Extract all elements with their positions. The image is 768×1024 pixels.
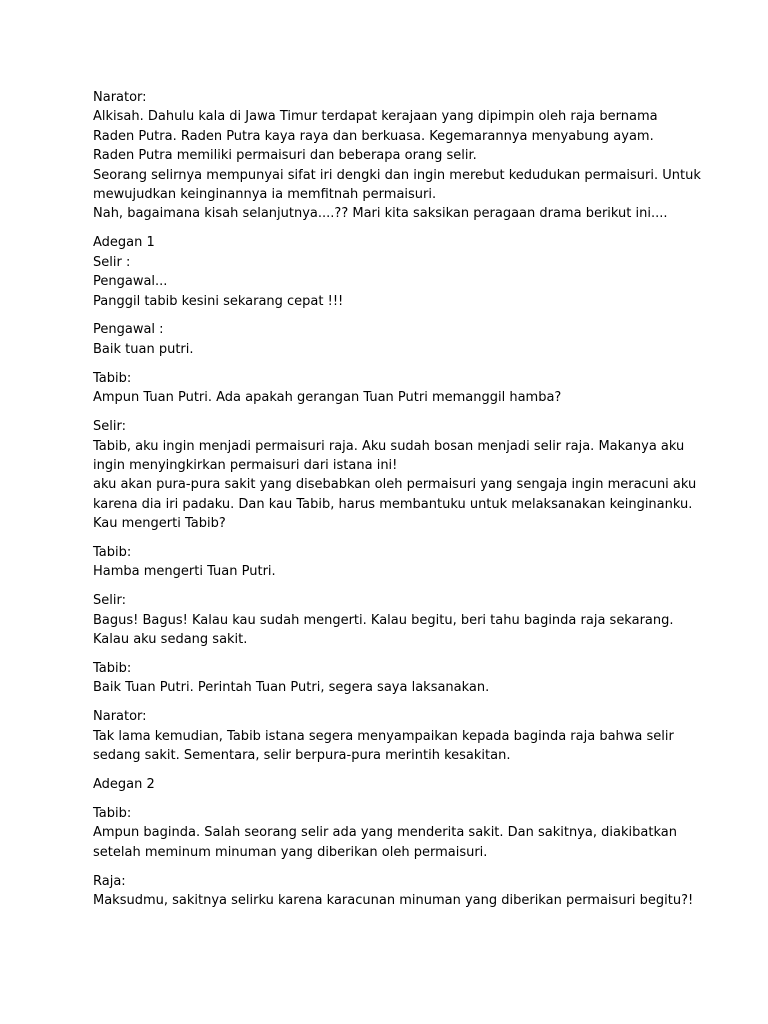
speaker-label: Narator: [93,90,147,105]
paragraph-narator [93,707,733,765]
paragraph-tabib [93,804,733,862]
text-line: Tak lama kemudian, Tabib istana segera menyampaikan kepada baginda raja bahwa selir [93,728,674,744]
text-line: Maksudmu, sakitnya selirku karena karacunan minuman yang diberikan permaisuri begitu?! [93,893,694,909]
text-line: Baik tuan putri. [93,341,194,357]
text-line: Tabib, aku ingin menjadi permaisuri raja. Aku sudah bosan menjadi selir raja. Makanya aku [93,438,685,454]
scene-heading: Adegan 1 [93,235,155,251]
text-line: Panggil tabib kesini sekarang cepat !!! [93,293,344,309]
text-line: Kau mengerti Tabib? [93,516,226,532]
paragraph-pengawal [93,320,733,359]
text-line: Baik Tuan Putri. Perintah Tuan Putri, segera saya laksanakan. [93,680,490,696]
paragraph-tabib [93,659,733,698]
text-line: Seorang selirnya mempunyai sifat iri dengki dan ingin merebut kedudukan permaisuri. Untuk [93,167,701,183]
paragraph-tabib [93,369,733,408]
document-page [93,88,733,920]
speaker-label: Tabib: [93,806,132,821]
text-line: Raden Putra memiliki permaisuri dan beberapa orang selir. [93,148,477,164]
speaker-label: Selir : [93,254,131,270]
text-line: Raden Putra. Raden Putra kaya raya dan berkuasa. Kegemarannya menyabung ayam. [93,128,654,144]
text-line: mewujudkan keinginannya ia memfitnah permaisuri. [93,187,437,203]
text-line: Ampun baginda. Salah seorang selir ada yang menderita sakit. Dan sakitnya, diakibatkan [93,825,677,841]
speaker-label: Raja: [93,873,126,889]
text-line: Nah, bagaimana kisah selanjutnya....?? Mari kita saksikan peragaan drama berikut ini.... [93,206,668,222]
speaker-label: Pengawal : [93,322,164,338]
paragraph-adegan-1 [93,233,733,311]
paragraph-tabib [93,543,733,582]
text-line: karena dia iri padaku. Dan kau Tabib, harus membantuku untuk melaksanakan keinginanku. [93,496,693,512]
paragraph-narator-intro [93,88,733,224]
text-line: aku akan pura-pura sakit yang disebabkan oleh permaisuri yang sengaja ingin meracuni aku [93,477,697,493]
text-line: sedang sakit. Sementara, selir berpura-pura merintih kesakitan. [93,748,511,764]
paragraph-adegan-2 [93,775,733,794]
paragraph-raja [93,872,733,911]
speaker-label: Tabib: [93,661,132,677]
paragraph-selir [93,417,733,533]
text-line: Bagus! Bagus! Kalau kau sudah mengerti. Kalau begitu, beri tahu baginda raja sekarang. [93,612,674,628]
text-line: Hamba mengerti Tuan Putri. [93,564,276,580]
speaker-label: Narator: [93,709,147,725]
text-line: setelah meminum minuman yang diberikan oleh permaisuri. [93,844,488,860]
paragraph-selir [93,591,733,649]
speaker-label: Selir: [93,419,126,435]
scene-heading: Adegan 2 [93,777,155,793]
speaker-label: Tabib: [93,370,132,386]
text-line: Kalau aku sedang sakit. [93,632,248,648]
text-line: ingin menyingkirkan permaisuri dari istana ini! [93,457,398,473]
text-line: Pengawal... [93,274,168,290]
text-line: Ampun Tuan Putri. Ada apakah gerangan Tuan Putri memanggil hamba? [93,390,562,406]
text-line: Alkisah. Dahulu kala di Jawa Timur terdapat kerajaan yang dipimpin oleh raja bernama [93,109,658,125]
speaker-label: Tabib: [93,545,132,561]
speaker-label: Selir: [93,593,126,609]
